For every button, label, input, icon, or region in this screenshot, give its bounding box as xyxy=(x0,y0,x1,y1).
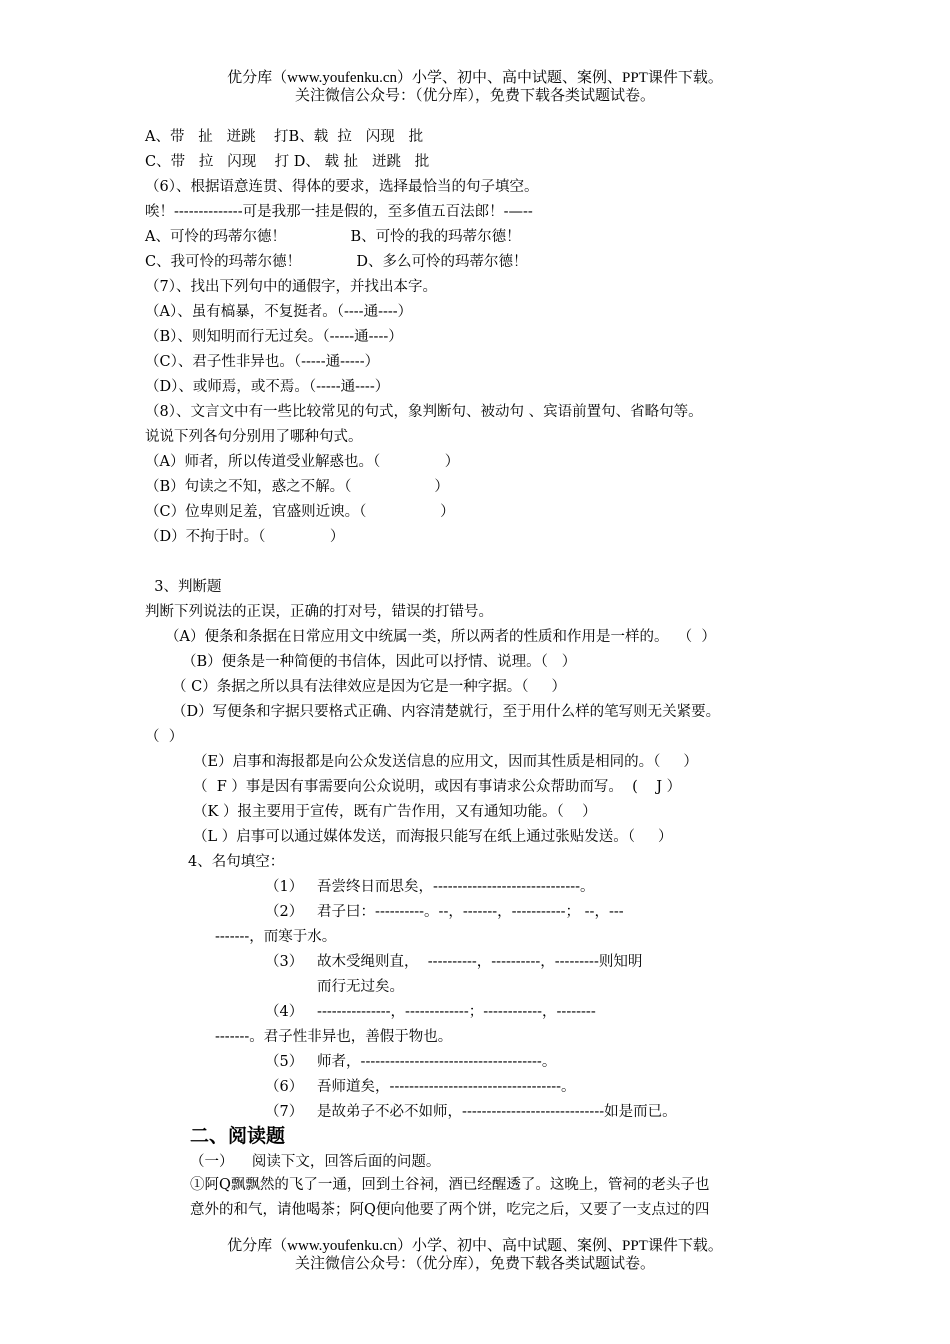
q8-item-c: （C）位卑则足羞，官盛则近谀。（ ） xyxy=(145,504,455,520)
judge-item-e: （E）启事和海报都是向公众发送信息的应用文，因而其性质是相同的。（ ） xyxy=(193,754,698,770)
q6-options-ab: A、可怜的玛蒂尔德！ B、可怜的我的玛蒂尔德！ xyxy=(145,229,521,245)
q8-item-d: （D）不拘于时。（ ） xyxy=(145,529,345,545)
q7-item-c: （C）、君子性非异也。（-----通-----） xyxy=(145,354,380,370)
reading-paragraph-line-2: 意外的和气，请他喝茶；阿Q便向他要了两个饼，吃完之后，又要了一支点过的四 xyxy=(190,1202,710,1218)
judge-intro: 判断下列说法的正误，正确的打对号，错误的打错号。 xyxy=(145,604,493,620)
header-line-2: 关注微信公众号：（优分库），免费下载各类试题试卷。 xyxy=(294,88,655,104)
reading-section-title: 二、阅读题 xyxy=(190,1125,286,1147)
footer-line-2: 关注微信公众号：（优分库），免费下载各类试题试卷。 xyxy=(294,1256,655,1272)
header-line-1: 优分库（www.youfenku.cn）小学、初中、高中试题、案例、PPT课件下载。 xyxy=(227,70,723,86)
quote-fill-4: （4） ---------------，-------------；------------，-------- xyxy=(265,1004,596,1020)
quote-fill-2-cont: -------，而寒于水。 xyxy=(215,929,337,945)
judge-item-b: （B）便条是一种简便的书信体，因此可以抒情、说理。（ ） xyxy=(182,654,577,670)
judge-item-f: （ F ）事是因有事需要向公众说明，或因有事请求公众帮助而写。 ( J ） xyxy=(193,779,682,795)
q6-stem: （6）、根据语意连贯、得体的要求，选择最恰当的句子填空。 xyxy=(145,179,539,195)
footer-line-1: 优分库（www.youfenku.cn）小学、初中、高中试题、案例、PPT课件下载。 xyxy=(227,1238,723,1254)
quote-fill-5: （5） 师者，-------------------------------------。 xyxy=(265,1054,557,1070)
judge-item-c: （ C）条据之所以具有法律效应是因为它是一种字据。（ ） xyxy=(172,679,566,695)
q6-options-cd: C、我可怜的玛蒂尔德！ D、多么可怜的玛蒂尔德！ xyxy=(145,254,528,270)
quote-fill-title: 4、名句填空： xyxy=(188,854,285,870)
q7-item-a: （A）、虽有槁暴，不复挺者。（----通----） xyxy=(145,304,413,320)
q6-sentence: 唉！--------------可是我那一挂是假的，至多值五百法郎！-—-- xyxy=(145,204,533,220)
quote-fill-7: （7） 是故弟子不必不如师，-----------------------------如是而已。 xyxy=(265,1104,677,1120)
quote-fill-6: （6） 吾师道矣，-----------------------------------。 xyxy=(265,1079,576,1095)
q8-stem-1: （8）、文言文中有一些比较常见的句式，象判断句、被动句 、宾语前置句、省略句等。 xyxy=(145,404,703,420)
judge-item-d-bracket: （ ） xyxy=(145,729,184,745)
judge-item-a: （A）便条和条据在日常应用文中统属一类，所以两者的性质和作用是一样的。 （ ） xyxy=(165,629,716,645)
quote-fill-4-cont: -------。君子性非异也，善假于物也。 xyxy=(215,1029,453,1045)
judge-item-d: （D）写便条和字据只要格式正确、内容清楚就行，至于用什么样的笔写则无关紧要。 xyxy=(172,704,721,720)
judge-item-l: （L ）启事可以通过媒体发送，而海报只能写在纸上通过张贴发送。（ ） xyxy=(193,829,673,845)
q7-item-b: （B）、则知明而行无过矣。（-----通----） xyxy=(145,329,403,345)
reading-paragraph-line-1: ①阿Q飘飘然的飞了一通，回到土谷祠，酒已经醒透了。这晚上，管祠的老头子也 xyxy=(190,1177,710,1193)
quote-fill-2: （2） 君子曰：----------。--，-------，-----------； --，--- xyxy=(265,904,624,920)
judge-section-title: 3、判断题 xyxy=(145,579,222,595)
q8-item-a: （A）师者，所以传道受业解惑也。（ ） xyxy=(145,454,460,470)
quote-fill-1: （1） 吾尝终日而思矣，------------------------------。 xyxy=(265,879,595,895)
q7-stem: （7）、找出下列句中的通假字，并找出本字。 xyxy=(145,279,437,295)
quote-fill-3-cont: 而行无过矣。 xyxy=(317,979,404,995)
q8-item-b: （B）句读之不知，惑之不解。（ ） xyxy=(145,479,449,495)
q8-stem-2: 说说下列各句分别用了哪种句式。 xyxy=(145,429,363,445)
reading-subtitle: （一） 阅读下文，回答后面的问题。 xyxy=(190,1154,441,1170)
q5-options-row-2: C、带 拉 闪现 打 D、 载 扯 迸跳 批 xyxy=(145,154,430,170)
q7-item-d: （D）、或师焉，或不焉。（-----通----） xyxy=(145,379,390,395)
judge-item-k: （K ）报主要用于宣传，既有广告作用，又有通知功能。（ ） xyxy=(193,804,597,820)
quote-fill-3: （3） 故木受绳则直， ----------，----------，---------则知明 xyxy=(265,954,643,970)
q5-options-row-1: A、带 扯 迸跳 打B、载 拉 闪现 批 xyxy=(145,129,424,145)
